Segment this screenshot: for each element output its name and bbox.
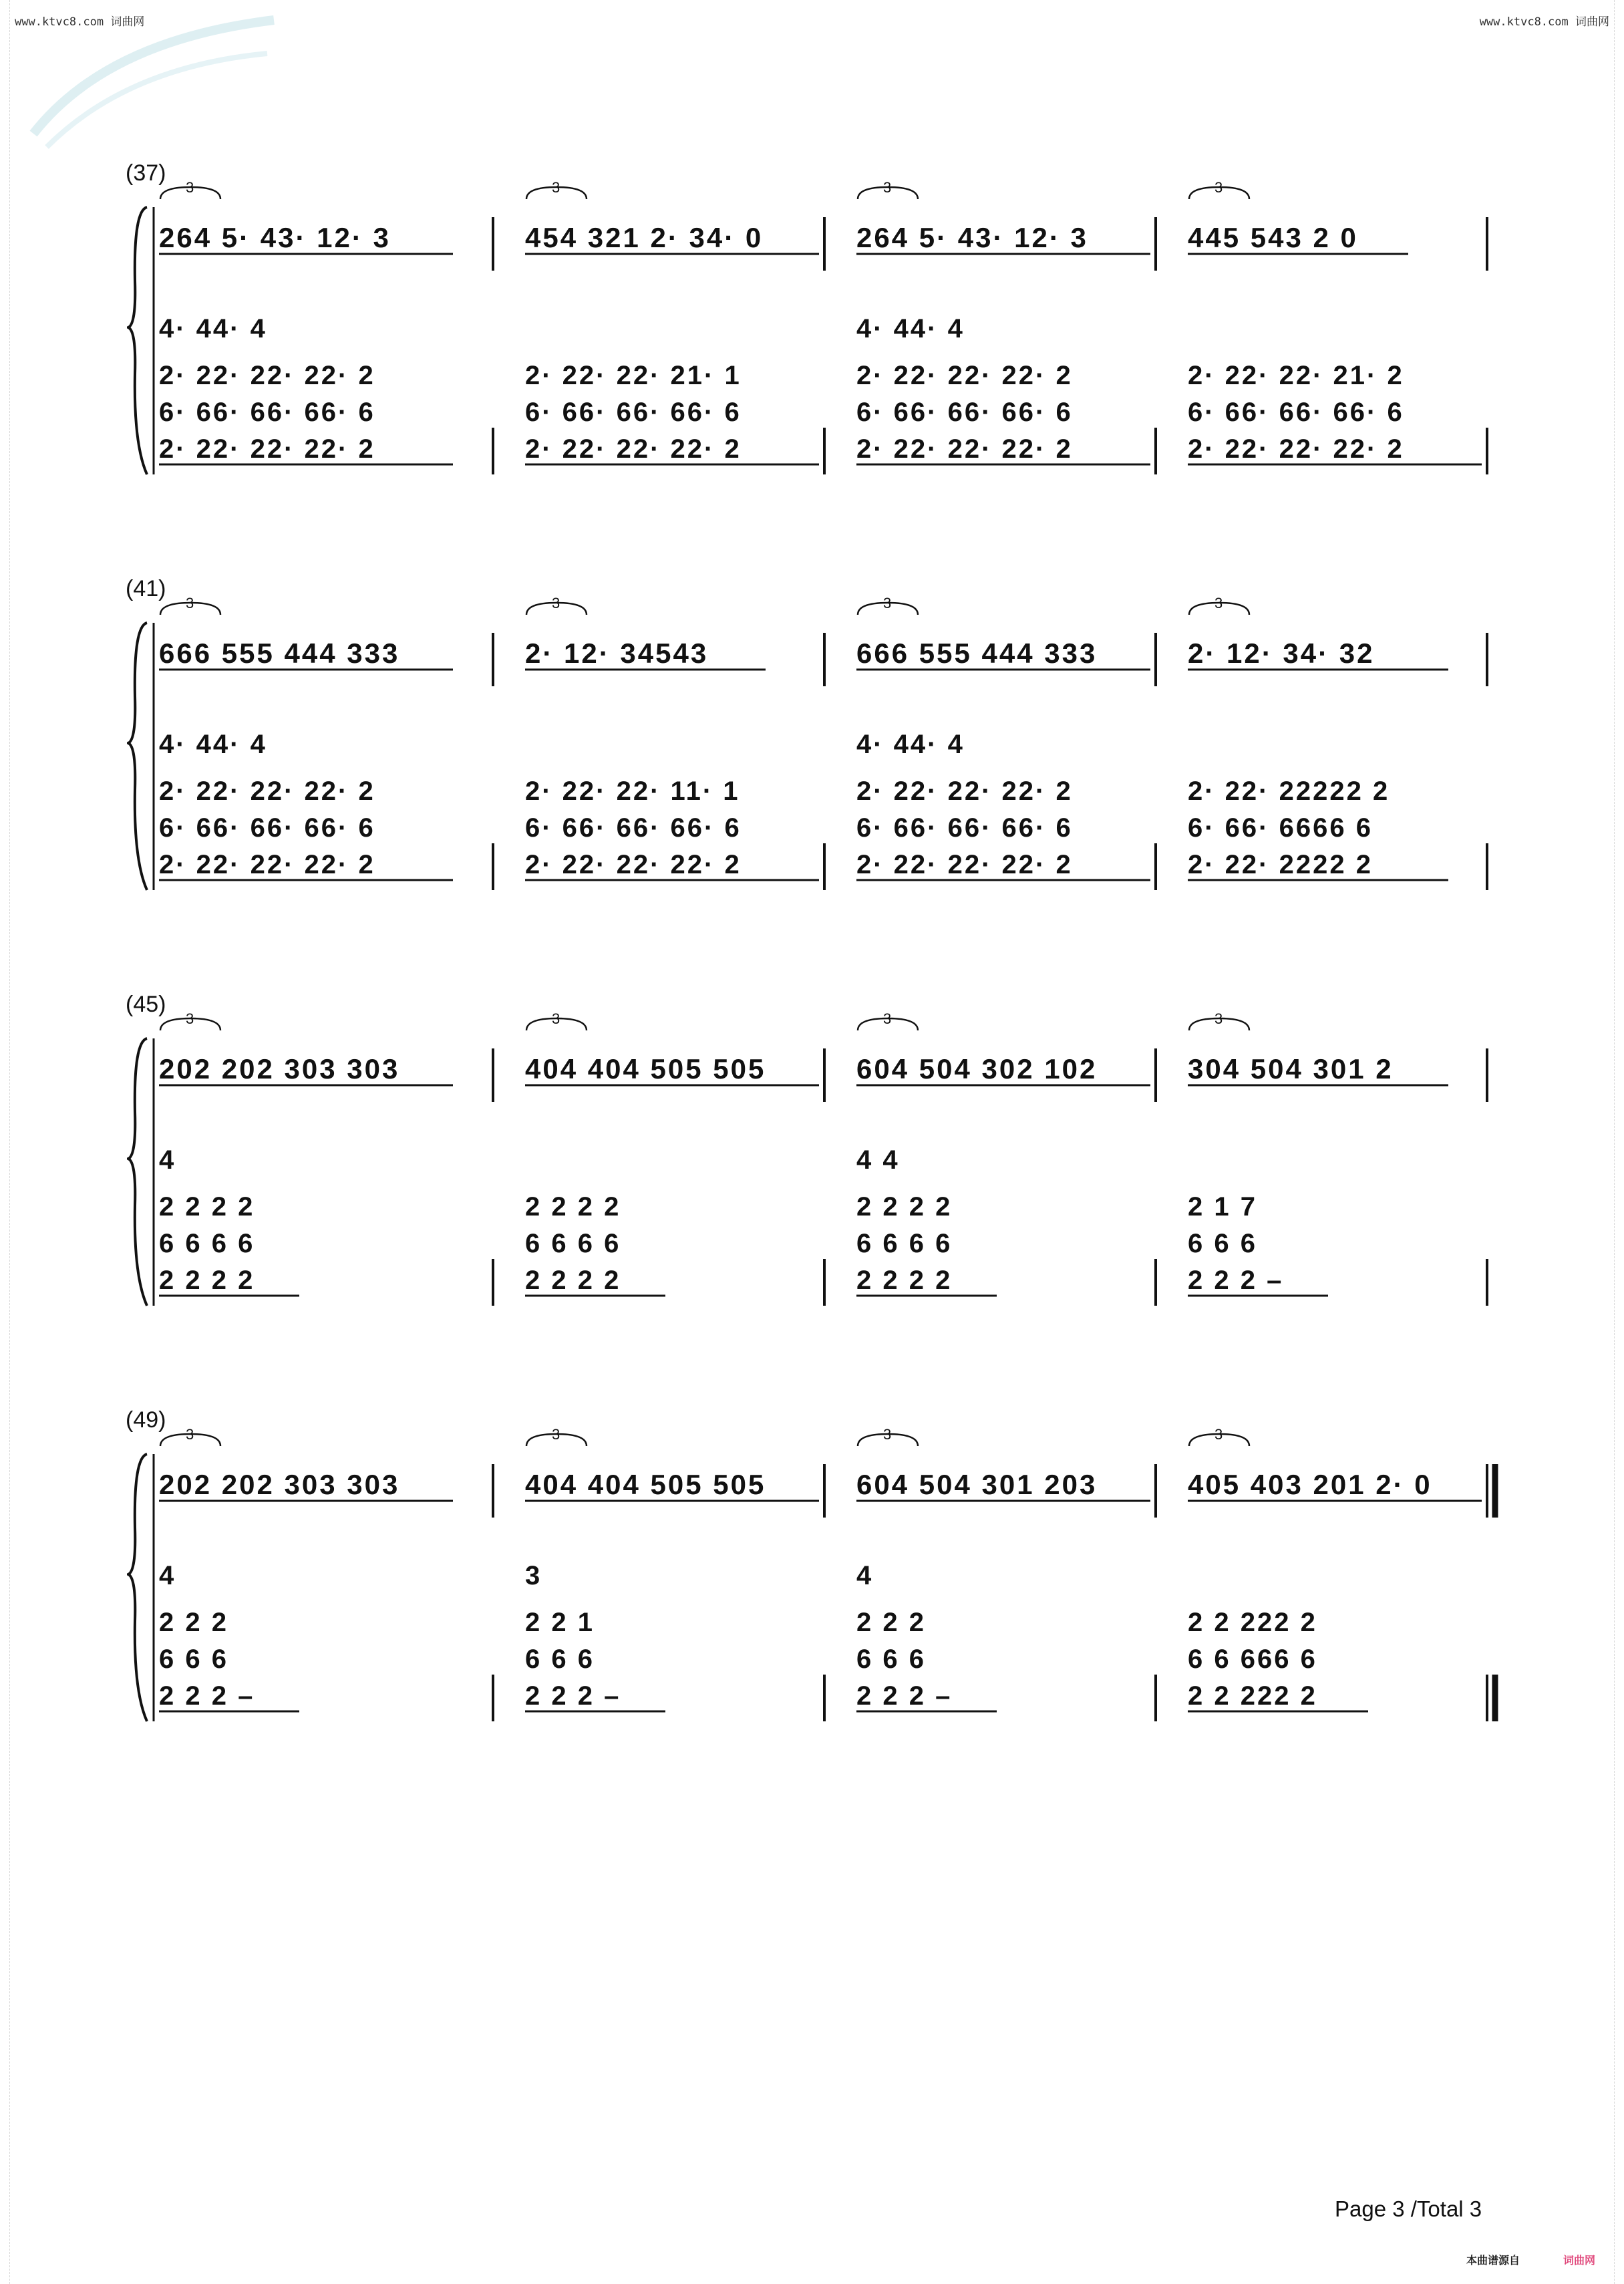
- triplet-number: 3: [883, 1426, 892, 1443]
- bass-row: 2· 22· 22· 22· 2: [525, 434, 742, 464]
- staff-lines: [127, 576, 1503, 903]
- middle-chord-row: 6 6 6 6: [856, 1229, 953, 1258]
- upper-chord-row: 2 2 2: [856, 1608, 926, 1637]
- header-site-left: 词曲网: [110, 15, 145, 29]
- bass-row: 2· 22· 22· 22· 2: [856, 850, 1073, 879]
- top-note-row: 4: [159, 1561, 176, 1590]
- upper-chord-row: 2 2 2 2: [525, 1192, 621, 1222]
- upper-chord-row: 2 2 2 2: [159, 1192, 255, 1222]
- triplet-number: 3: [883, 179, 892, 196]
- score-system-49: [127, 1407, 1503, 1735]
- staff-lines: [127, 1407, 1503, 1735]
- bass-row: 2 2 2 –: [1188, 1266, 1284, 1295]
- top-note-row: 4· 44· 4: [856, 730, 965, 759]
- triplet-number: 3: [883, 1010, 892, 1027]
- triplet-number: 3: [1214, 179, 1223, 196]
- staff-lines: [127, 160, 1503, 488]
- melody-row: 2· 12· 34543: [525, 637, 709, 669]
- melody-row: 404 404 505 505: [525, 1053, 766, 1085]
- grand-staff-brace: [128, 207, 147, 474]
- watermark-graphic: [27, 13, 281, 160]
- score-system-41: [127, 576, 1503, 903]
- melody-row: 202 202 303 303: [159, 1469, 400, 1500]
- top-note-row: 4· 44· 4: [159, 730, 267, 759]
- upper-chord-row: 2· 22· 22· 22· 2: [856, 361, 1073, 390]
- bass-row: 2 2 2 –: [856, 1681, 953, 1711]
- header-right: [1480, 12, 1609, 29]
- grand-staff-brace: [128, 1454, 147, 1721]
- bass-row: 2· 22· 22· 22· 2: [159, 434, 375, 464]
- grand-staff-brace: [128, 1038, 147, 1306]
- triplet-number: 3: [186, 595, 194, 611]
- upper-chord-row: 2· 22· 22· 22· 2: [159, 361, 375, 390]
- middle-chord-row: 6· 66· 66· 66· 6: [856, 398, 1073, 427]
- melody-row: 264 5· 43· 12· 3: [856, 222, 1088, 253]
- bass-row: 2· 22· 22· 22· 2: [525, 850, 742, 879]
- top-note-row: 4: [856, 1561, 874, 1590]
- triplet-number: 3: [552, 1010, 560, 1027]
- top-note-row: 4· 44· 4: [856, 314, 965, 343]
- melody-row: 264 5· 43· 12· 3: [159, 222, 391, 253]
- middle-chord-row: 6 6 666 6: [1188, 1645, 1317, 1674]
- middle-chord-row: 6· 66· 66· 66· 6: [159, 813, 375, 843]
- right-margin-strip: [1614, 0, 1624, 2284]
- triplet-number: 3: [883, 595, 892, 611]
- middle-chord-row: 6 6 6 6: [159, 1229, 255, 1258]
- site-logo: 词曲网: [1563, 2254, 1596, 2267]
- staff-lines: [127, 992, 1503, 1319]
- triplet-number: 3: [186, 1426, 194, 1443]
- bass-row: 2 2 2 2: [525, 1266, 621, 1295]
- grand-staff-brace: [128, 623, 147, 890]
- header-url-left: www.ktvc8.com: [15, 15, 104, 29]
- left-margin-strip: [0, 0, 10, 2284]
- page-indicator: Page 3 /Total 3: [1335, 2196, 1482, 2221]
- measure-number: (45): [126, 992, 166, 1017]
- middle-chord-row: 6· 66· 66· 66· 6: [1188, 398, 1404, 427]
- bass-row: 2 2 222 2: [1188, 1681, 1317, 1711]
- melody-row: 202 202 303 303: [159, 1053, 400, 1085]
- melody-row: 445 543 2 0: [1188, 222, 1358, 253]
- melody-row: 405 403 201 2· 0: [1188, 1469, 1432, 1500]
- upper-chord-row: 2 2 2 2: [856, 1192, 953, 1222]
- top-note-row: 4· 44· 4: [159, 314, 267, 343]
- source-label: 本曲谱源自: [1466, 2254, 1520, 2267]
- measure-number: (49): [126, 1407, 166, 1433]
- bass-row: 2· 22· 2222 2: [1188, 850, 1373, 879]
- triplet-number: 3: [552, 1426, 560, 1443]
- upper-chord-row: 2· 22· 22222 2: [1188, 776, 1390, 806]
- measure-number: (37): [126, 160, 166, 186]
- melody-row: 604 504 301 203: [856, 1469, 1098, 1500]
- melody-row: 666 555 444 333: [159, 637, 400, 669]
- triplet-number: 3: [1214, 595, 1223, 611]
- triplet-number: 3: [552, 179, 560, 196]
- measure-number: (41): [126, 576, 166, 601]
- melody-row: 404 404 505 505: [525, 1469, 766, 1500]
- header-left: [15, 12, 144, 29]
- middle-chord-row: 6 6 6: [159, 1645, 228, 1674]
- melody-row: 304 504 301 2: [1188, 1053, 1394, 1085]
- score-system-37: [127, 160, 1503, 488]
- upper-chord-row: 2· 22· 22· 11· 1: [525, 776, 740, 806]
- triplet-number: 3: [186, 179, 194, 196]
- middle-chord-row: 6· 66· 6666 6: [1188, 813, 1373, 843]
- middle-chord-row: 6· 66· 66· 66· 6: [856, 813, 1073, 843]
- header-site-right: 词曲网: [1575, 15, 1609, 29]
- triplet-number: 3: [1214, 1010, 1223, 1027]
- bass-row: 2 2 2 2: [159, 1266, 255, 1295]
- triplet-number: 3: [1214, 1426, 1223, 1443]
- melody-row: 2· 12· 34· 32: [1188, 637, 1375, 669]
- bass-row: 2 2 2 2: [856, 1266, 953, 1295]
- melody-row: 666 555 444 333: [856, 637, 1098, 669]
- upper-chord-row: 2· 22· 22· 22· 2: [159, 776, 375, 806]
- middle-chord-row: 6· 66· 66· 66· 6: [525, 813, 742, 843]
- upper-chord-row: 2 1 7: [1188, 1192, 1257, 1222]
- top-note-row: 3: [525, 1561, 542, 1590]
- score-system-45: [127, 992, 1503, 1319]
- triplet-number: 3: [186, 1010, 194, 1027]
- upper-chord-row: 2· 22· 22· 22· 2: [856, 776, 1073, 806]
- upper-chord-row: 2 2 1: [525, 1608, 595, 1637]
- middle-chord-row: 6· 66· 66· 66· 6: [159, 398, 375, 427]
- middle-chord-row: 6· 66· 66· 66· 6: [525, 398, 742, 427]
- middle-chord-row: 6 6 6: [856, 1645, 926, 1674]
- bass-row: 2 2 2 –: [525, 1681, 621, 1711]
- bass-row: 2· 22· 22· 22· 2: [1188, 434, 1404, 464]
- top-note-row: 4 4: [856, 1145, 900, 1175]
- middle-chord-row: 6 6 6: [525, 1645, 595, 1674]
- bass-row: 2· 22· 22· 22· 2: [159, 850, 375, 879]
- melody-row: 454 321 2· 34· 0: [525, 222, 764, 253]
- middle-chord-row: 6 6 6 6: [525, 1229, 621, 1258]
- header-url-right: www.ktvc8.com: [1479, 15, 1569, 29]
- bass-row: 2· 22· 22· 22· 2: [856, 434, 1073, 464]
- upper-chord-row: 2 2 2: [159, 1608, 228, 1637]
- middle-chord-row: 6 6 6: [1188, 1229, 1257, 1258]
- bass-row: 2 2 2 –: [159, 1681, 255, 1711]
- top-note-row: 4: [159, 1145, 176, 1175]
- triplet-number: 3: [552, 595, 560, 611]
- upper-chord-row: 2 2 222 2: [1188, 1608, 1317, 1637]
- upper-chord-row: 2· 22· 22· 21· 1: [525, 361, 742, 390]
- upper-chord-row: 2· 22· 22· 21· 2: [1188, 361, 1404, 390]
- melody-row: 604 504 302 102: [856, 1053, 1098, 1085]
